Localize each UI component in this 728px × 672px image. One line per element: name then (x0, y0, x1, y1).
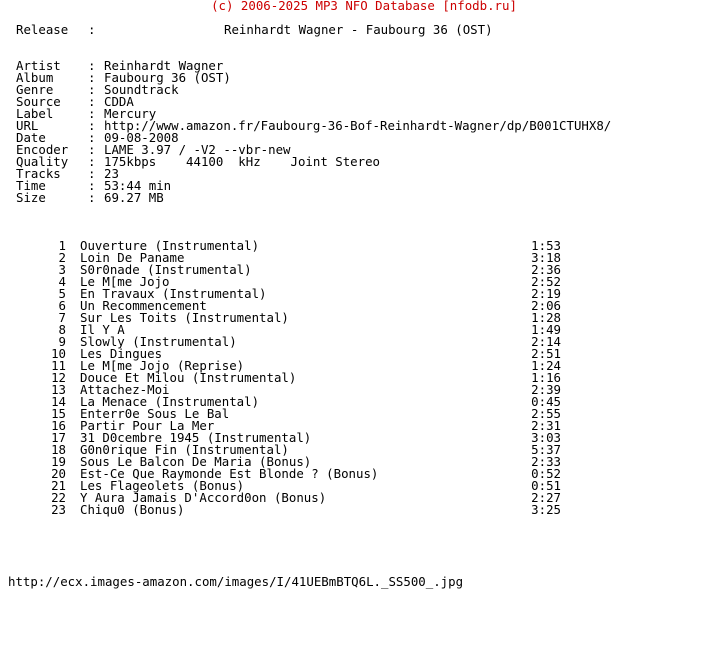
track-number: 21 (51, 478, 66, 493)
track-number: 2 (58, 250, 66, 265)
field-separator: : (88, 94, 96, 109)
field-label-size: Size (16, 190, 46, 205)
track-title: Est-Ce Que Raymonde Est Blonde ? (Bonus) (80, 466, 379, 481)
track-number: 9 (58, 334, 66, 349)
track-title: Sur Les Toits (Instrumental) (80, 310, 289, 325)
track-number: 3 (58, 262, 66, 277)
release-label: Release (16, 22, 69, 37)
field-label-album: Album (16, 70, 54, 85)
field-separator: : (88, 106, 96, 121)
track-duration: 3:25 (531, 502, 561, 517)
field-label-url: URL (16, 118, 39, 133)
track-duration: 2:39 (531, 382, 561, 397)
field-separator: : (88, 82, 96, 97)
field-label-tracks: Tracks (16, 166, 61, 181)
field-value-label: Mercury (104, 106, 157, 121)
track-duration: 0:45 (531, 394, 561, 409)
field-label-time: Time (16, 178, 46, 193)
release-value: Reinhardt Wagner - Faubourg 36 (OST) (224, 22, 493, 37)
field-label-encoder: Encoder (16, 142, 69, 157)
track-number: 14 (51, 394, 66, 409)
field-separator: : (88, 118, 96, 133)
track-number: 7 (58, 310, 66, 325)
track-title: Ouverture (Instrumental) (80, 238, 260, 253)
track-title: Enterr0e Sous Le Bal (80, 406, 230, 421)
track-duration: 0:52 (531, 466, 561, 481)
field-value-url: http://www.amazon.fr/Faubourg-36-Bof-Reinhardt-Wagner/dp/B001CTUHX8/ (104, 118, 612, 133)
track-title: Le M[me Jojo (80, 274, 170, 289)
track-number: 23 (51, 502, 66, 517)
track-title: Les Flageolets (Bonus) (80, 478, 245, 493)
field-label-date: Date (16, 130, 46, 145)
track-number: 4 (58, 274, 66, 289)
track-title: Le M[me Jojo (Reprise) (80, 358, 245, 373)
track-title: Attachez-Moi (80, 382, 170, 397)
track-title: Il Y A (80, 322, 125, 337)
track-number: 20 (51, 466, 66, 481)
track-duration: 2:36 (531, 262, 561, 277)
field-value-album: Faubourg 36 (OST) (104, 70, 231, 85)
track-number: 16 (51, 418, 66, 433)
track-title: Y Aura Jamais D'Accord0on (Bonus) (80, 490, 327, 505)
field-separator: : (88, 142, 96, 157)
track-duration: 1:49 (531, 322, 561, 337)
track-duration: 2:19 (531, 286, 561, 301)
cover-image-url: http://ecx.images-amazon.com/images/I/41UEBmBTQ6L._SS500_.jpg (8, 574, 464, 589)
field-label-quality: Quality (16, 154, 69, 169)
track-duration: 2:33 (531, 454, 561, 469)
release-separator: : (88, 22, 96, 37)
track-number: 6 (58, 298, 66, 313)
track-duration: 2:51 (531, 346, 561, 361)
track-duration: 0:51 (531, 478, 561, 493)
track-title: G0n0rique Fin (Instrumental) (80, 442, 289, 457)
field-label-artist: Artist (16, 58, 61, 73)
track-number: 5 (58, 286, 66, 301)
track-title: 31 D0cembre 1945 (Instrumental) (80, 430, 312, 445)
track-number: 22 (51, 490, 66, 505)
field-value-time: 53:44 min (104, 178, 172, 193)
track-number: 1 (58, 238, 66, 253)
field-label-label: Label (16, 106, 54, 121)
track-duration: 2:06 (531, 298, 561, 313)
track-duration: 1:53 (531, 238, 561, 253)
track-duration: 2:27 (531, 490, 561, 505)
track-title: Douce Et Milou (Instrumental) (80, 370, 297, 385)
track-duration: 5:37 (531, 442, 561, 457)
field-separator: : (88, 178, 96, 193)
field-label-genre: Genre (16, 82, 54, 97)
track-number: 13 (51, 382, 66, 397)
track-title: Sous Le Balcon De Maria (Bonus) (80, 454, 312, 469)
track-title: Chiqu0 (Bonus) (80, 502, 185, 517)
track-title: Partir Pour La Mer (80, 418, 215, 433)
track-title: Un Recommencement (80, 298, 207, 313)
banner-title: (c) 2006-2025 MP3 NFO Database [nfodb.ru] (211, 0, 517, 13)
field-value-size: 69.27 MB (104, 190, 164, 205)
track-duration: 1:16 (531, 370, 561, 385)
track-number: 18 (51, 442, 66, 457)
track-number: 11 (51, 358, 66, 373)
track-title: Slowly (Instrumental) (80, 334, 237, 349)
track-duration: 2:55 (531, 406, 561, 421)
track-duration: 3:18 (531, 250, 561, 265)
field-value-tracks: 23 (104, 166, 119, 181)
track-number: 19 (51, 454, 66, 469)
track-number: 10 (51, 346, 66, 361)
field-value-genre: Soundtrack (104, 82, 179, 97)
field-value-date: 09-08-2008 (104, 130, 179, 145)
field-separator: : (88, 190, 96, 205)
track-duration: 1:24 (531, 358, 561, 373)
field-label-source: Source (16, 94, 61, 109)
field-value-artist: Reinhardt Wagner (104, 58, 224, 73)
field-value-encoder: LAME 3.97 / -V2 --vbr-new (104, 142, 291, 157)
track-title: La Menace (Instrumental) (80, 394, 260, 409)
track-number: 15 (51, 406, 66, 421)
field-separator: : (88, 154, 96, 169)
field-separator: : (88, 58, 96, 73)
track-duration: 2:14 (531, 334, 561, 349)
track-number: 17 (51, 430, 66, 445)
track-duration: 2:52 (531, 274, 561, 289)
track-title: Loin De Paname (80, 250, 185, 265)
track-duration: 2:31 (531, 418, 561, 433)
track-duration: 1:28 (531, 310, 561, 325)
track-duration: 3:03 (531, 430, 561, 445)
track-number: 8 (58, 322, 66, 337)
track-title: S0r0nade (Instrumental) (80, 262, 252, 277)
track-title: En Travaux (Instrumental) (80, 286, 267, 301)
field-value-quality: 175kbps 44100 kHz Joint Stereo (104, 154, 381, 169)
track-title: Les Dingues (80, 346, 163, 361)
field-separator: : (88, 166, 96, 181)
field-separator: : (88, 130, 96, 145)
field-separator: : (88, 70, 96, 85)
field-value-source: CDDA (104, 94, 134, 109)
track-number: 12 (51, 370, 66, 385)
